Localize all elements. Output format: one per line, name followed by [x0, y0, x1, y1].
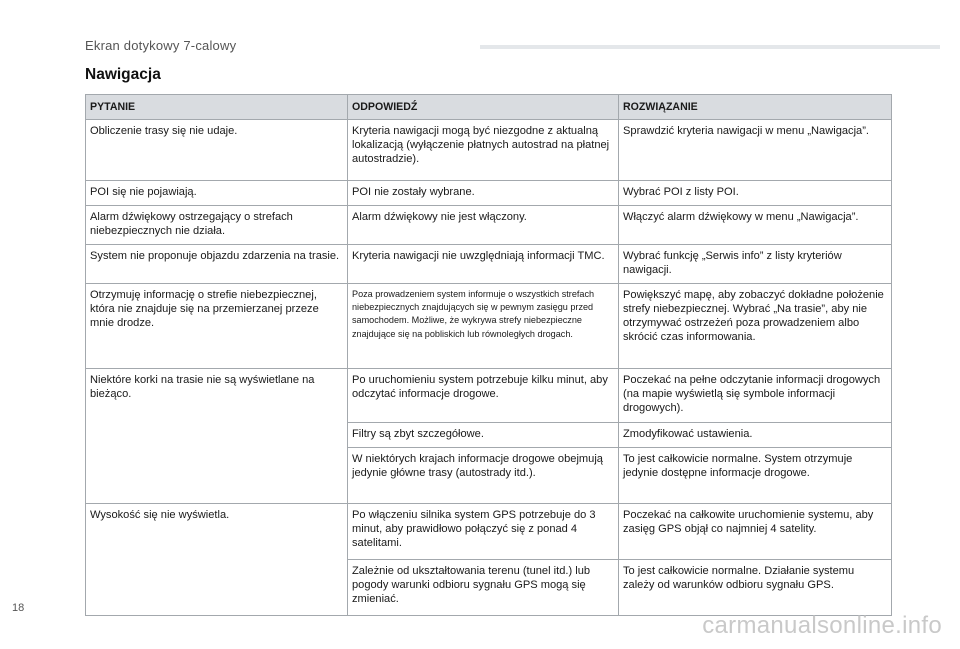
- question-cell: Niektóre korki na trasie nie są wyświetlane na bieżąco.: [86, 369, 348, 504]
- solution-cell: To jest całkowicie normalne. Działanie systemu zależy od warunków odbioru sygnału GPS.: [619, 560, 892, 616]
- solution-cell: Sprawdzić kryteria nawigacji w menu „Nawigacja”.: [619, 120, 892, 181]
- table-row: [86, 206, 892, 245]
- answer-cell: Po włączeniu silnika system GPS potrzebuje do 3 minut, aby prawidłowo połączyć się z ponad 4 satelitami.: [348, 504, 619, 560]
- column-header-answer: ODPOWIEDŹ: [348, 95, 619, 120]
- answer-cell: POI nie zostały wybrane.: [348, 181, 619, 206]
- question-cell: System nie proponuje objazdu zdarzenia na trasie.: [86, 245, 348, 284]
- solution-cell: Zmodyfikować ustawienia.: [619, 423, 892, 448]
- solution-cell: Poczekać na pełne odczytanie informacji drogowych (na mapie wyświetlą się symbole informacji drogowych).: [619, 369, 892, 423]
- question-cell: Alarm dźwiękowy ostrzegający o strefach niebezpiecznych nie działa.: [86, 206, 348, 245]
- table-row: [86, 181, 892, 206]
- question-cell: POI się nie pojawiają.: [86, 181, 348, 206]
- table-row: [86, 120, 892, 181]
- answer-cell: Zależnie od ukształtowania terenu (tunel itd.) lub pogody warunki odbioru sygnału GPS mogą się zmieniać.: [348, 560, 619, 616]
- solution-cell: Wybrać funkcję „Serwis info” z listy kryteriów nawigacji.: [619, 245, 892, 284]
- answer-cell: Po uruchomieniu system potrzebuje kilku minut, aby odczytać informacje drogowe.: [348, 369, 619, 423]
- solution-cell: Powiększyć mapę, aby zobaczyć dokładne położenie strefy niebezpiecznej. Wybrać „Na trasie”, aby nie otrzymywać ostrzeżeń poza prowadzeniem albo skrócić czas informowania.: [619, 284, 892, 369]
- solution-cell: Włączyć alarm dźwiękowy w menu „Nawigacja”.: [619, 206, 892, 245]
- watermark-text: carmanualsonline.info: [702, 612, 942, 639]
- header-accent-bar: [480, 45, 940, 49]
- troubleshooting-table: [85, 94, 892, 616]
- table-row: [86, 245, 892, 284]
- answer-cell: Kryteria nawigacji nie uwzględniają informacji TMC.: [348, 245, 619, 284]
- table-row: [86, 369, 892, 423]
- page-header-title: Ekran dotykowy 7-calowy: [85, 38, 237, 53]
- question-cell: Otrzymuję informację o strefie niebezpiecznej, która nie znajduje się na przemierzanej przeze mnie drodze.: [86, 284, 348, 369]
- solution-cell: To jest całkowicie normalne. System otrzymuje jedynie dostępne informacje drogowe.: [619, 448, 892, 504]
- question-cell: Wysokość się nie wyświetla.: [86, 504, 348, 616]
- answer-cell: Alarm dźwiękowy nie jest włączony.: [348, 206, 619, 245]
- page-number: 18: [12, 602, 25, 614]
- table-row: [86, 504, 892, 560]
- answer-cell: Kryteria nawigacji mogą być niezgodne z aktualną lokalizacją (wyłączenie płatnych autostrad na płatnej autostradzie).: [348, 120, 619, 181]
- answer-cell: W niektórych krajach informacje drogowe obejmują jedynie główne trasy (autostrady itd.).: [348, 448, 619, 504]
- answer-cell: Poza prowadzeniem system informuje o wszystkich strefach niebezpiecznych znajdujących się w pewnym zasięgu przed samochodem. Możliwe, że wykrywa strefy niebezpieczne znajdujące się na pobliskich lub równoległych drogach.: [348, 284, 619, 369]
- table-header-row: [86, 95, 892, 120]
- solution-cell: Poczekać na całkowite uruchomienie systemu, aby zasięg GPS objął co najmniej 4 satelity.: [619, 504, 892, 560]
- solution-cell: Wybrać POI z listy POI.: [619, 181, 892, 206]
- section-title: Nawigacja: [85, 66, 161, 83]
- table-row: [86, 284, 892, 369]
- column-header-question: PYTANIE: [86, 95, 348, 120]
- answer-cell: Filtry są zbyt szczegółowe.: [348, 423, 619, 448]
- column-header-solution: ROZWIĄZANIE: [619, 95, 892, 120]
- question-cell: Obliczenie trasy się nie udaje.: [86, 120, 348, 181]
